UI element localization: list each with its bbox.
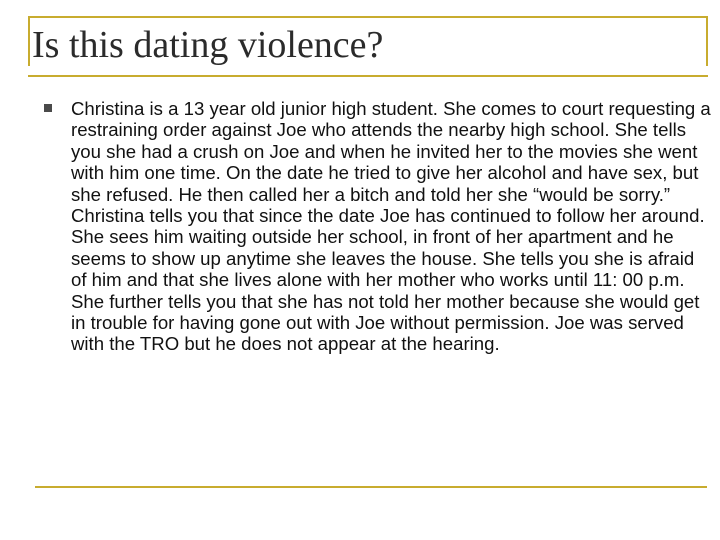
title-frame-left-rule [28, 16, 30, 66]
footer-rule [35, 486, 707, 488]
bullet-text: Christina is a 13 year old junior high student. She comes to court requesting a restraining order against Joe who attends the nearby high school. She tells you she had a crush on Joe and when he invited her to the movies she went with him one time. On the date he tried to give her alcohol and have sex, but she refused. He then called her a bitch and told her she “would be sorry.” Christina tells you that since the date Joe has continued to follow her around. She sees him waiting outside her school, in front of her apartment and he seems to show up anytime she leaves the house. She tells you she is afraid of him and that she lives alone with her mother who works until 11: 00 p.m. She further tells you that she has not told her mother because she would get in trouble for having gone out with Joe without permission. Joe was served with the TRO but he does not appear at the hearing. [71, 98, 711, 355]
title-frame-top-rule [28, 16, 708, 18]
square-bullet-icon [44, 104, 52, 112]
slide-title: Is this dating violence? [32, 24, 384, 66]
title-underline-rule [28, 75, 708, 77]
title-frame-right-rule [706, 16, 708, 66]
